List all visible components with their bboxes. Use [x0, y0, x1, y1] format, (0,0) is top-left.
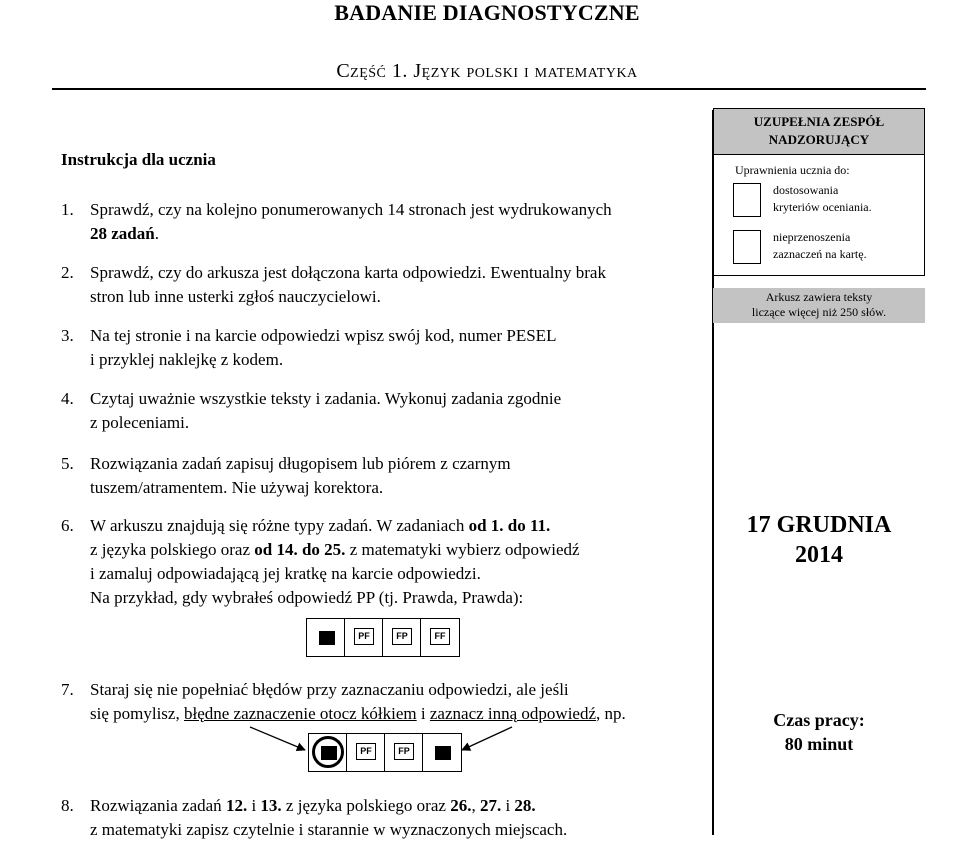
- bold-text: 13.: [260, 796, 282, 815]
- checkbox-adjusted-criteria[interactable]: [733, 183, 761, 217]
- bold-text: 27.: [479, 796, 502, 815]
- item-line: i zamaluj odpowiadającą jej kratkę na karcie odpowiedzi.: [90, 564, 481, 583]
- text-run: W arkuszu znajdują się różne typy zadań. W zadaniach: [90, 516, 469, 535]
- rights-label: Uprawnienia ucznia do:: [735, 163, 850, 177]
- checkbox-label: dostosowania kryteriów oceniania.: [773, 183, 872, 214]
- text-run: Rozwiązania zadań: [90, 796, 226, 815]
- item-line: Na przykład, gdy wybrałeś odpowiedź PP (tj. Prawda, Prawda):: [90, 588, 524, 607]
- item-number: 5.: [61, 454, 74, 473]
- bold-text: 28 zadań: [90, 224, 155, 243]
- bold-text: od 1. do 11.: [468, 516, 551, 535]
- text-run: i: [501, 796, 515, 815]
- item-line: z poleceniami.: [90, 413, 190, 432]
- checkbox-label: nieprzenoszenia zaznaczeń na kartę.: [773, 230, 867, 261]
- answer-option-label: FP: [392, 628, 412, 645]
- answer-option-label: FF: [430, 628, 450, 645]
- item-number: 7.: [61, 680, 74, 699]
- item-number: 4.: [61, 389, 74, 408]
- document-subtitle: Część 1. Język polski i matematyka: [336, 60, 638, 82]
- text-run: z języka polskiego oraz: [90, 540, 255, 559]
- text-run: i: [247, 796, 261, 815]
- item-number: 8.: [61, 796, 74, 815]
- text-run: się pomylisz,: [90, 704, 184, 723]
- supervisor-panel: [713, 108, 925, 276]
- text-run: i: [416, 704, 430, 723]
- text-run: z języka polskiego oraz: [281, 796, 451, 815]
- item-line: z matematyki zapisz czytelnie i starannie w wyznaczonych miejscach.: [90, 820, 568, 839]
- underlined-text: zaznacz inną odpowiedź: [429, 704, 597, 723]
- checkbox-no-transfer[interactable]: [733, 230, 761, 264]
- text-run: .: [154, 224, 159, 243]
- item-line: Staraj się nie popełniać błędów przy zaznaczaniu odpowiedzi, ale jeśli: [90, 680, 569, 699]
- answer-option-label: PF: [356, 743, 376, 760]
- item-line: Sprawdź, czy do arkusza jest dołączona karta odpowiedzi. Ewentualny brak: [90, 263, 606, 282]
- item-line: Sprawdź, czy na kolejno ponumerowanych 14 stronach jest wydrukowanych: [90, 200, 612, 219]
- item-line: stron lub inne usterki zgłoś nauczycielowi.: [90, 287, 381, 306]
- answer-option-label: PF: [354, 628, 374, 645]
- supervisor-panel-header: UZUPEŁNIA ZESPÓŁ NADZORUJĄCY: [714, 109, 924, 155]
- work-time: Czas pracy: 80 minut: [773, 710, 865, 754]
- exam-date: 17 GRUDNIA 2014: [746, 512, 892, 568]
- item-line: Czytaj uważnie wszystkie teksty i zadania. Wykonuj zadania zgodnie: [90, 389, 562, 408]
- item-line: [90, 794, 715, 818]
- arrow-right-icon: [462, 727, 512, 750]
- bold-text: 26.: [450, 796, 472, 815]
- item-number: 1.: [61, 200, 74, 219]
- text-length-note: Arkusz zawiera teksty liczące więcej niż 250 słów.: [713, 288, 925, 323]
- item-line: i przyklej naklejkę z kodem.: [90, 350, 284, 369]
- bold-text: 28.: [514, 796, 536, 815]
- text-run: ,: [471, 796, 480, 815]
- item-line: Na tej stronie i na karcie odpowiedzi wpisz swój kod, numer PESEL: [90, 326, 557, 345]
- bold-text: od 14. do 25.: [254, 540, 346, 559]
- item-line: Rozwiązania zadań zapisuj długopisem lub piórem z czarnym: [90, 454, 511, 473]
- text-run: , np.: [596, 704, 626, 723]
- item-number: 2.: [61, 263, 74, 282]
- item-line: tuszem/atramentem. Nie używaj korektora.: [90, 478, 384, 497]
- arrow-left-icon: [250, 727, 305, 750]
- document-title: BADANIE DIAGNOSTYCZNE: [334, 0, 640, 25]
- item-number: 6.: [61, 516, 74, 535]
- underlined-text: błędne zaznaczenie otocz kółkiem: [183, 704, 417, 723]
- bold-text: 12.: [225, 796, 248, 815]
- instructions-heading: Instrukcja dla ucznia: [61, 150, 216, 169]
- text-run: z matematyki wybierz odpowiedź: [345, 540, 580, 559]
- item-number: 3.: [61, 326, 74, 345]
- answer-option-label: FP: [394, 743, 414, 760]
